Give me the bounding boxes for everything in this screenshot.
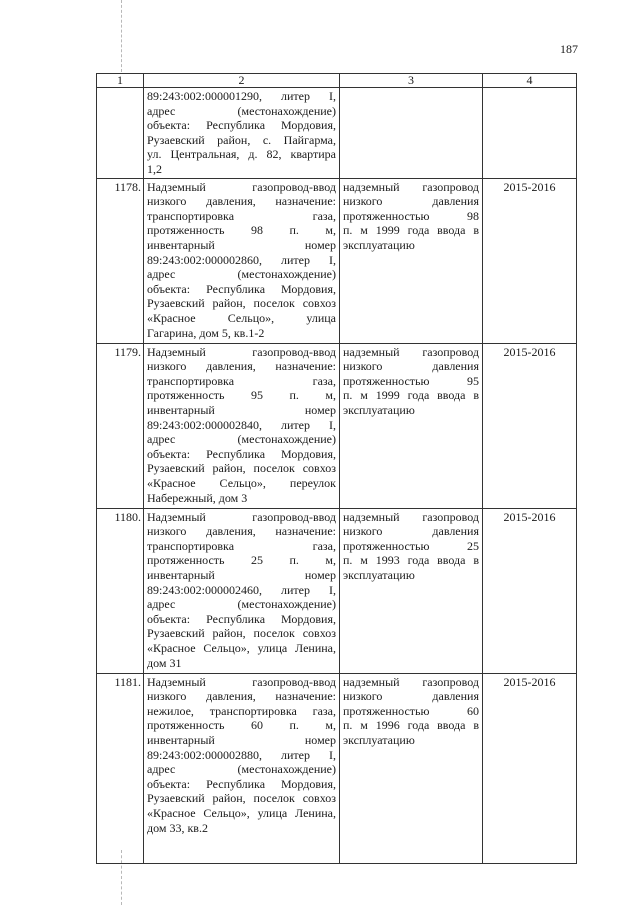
object-description <box>144 508 340 673</box>
transfer-period: 2015-2016 <box>483 508 577 673</box>
object-description-line: низкого давления, назначение: <box>147 524 336 539</box>
object-description-line: инвентарный номер <box>147 567 336 582</box>
object-description-line: 89:243:002:000002880, литер I, <box>147 747 336 762</box>
object-description-line: «Красное Сельцо», улица <box>147 310 336 325</box>
object-description-line: инвентарный номер <box>147 237 336 252</box>
object-characteristics-line: п. м 1996 года ввода в <box>343 718 479 733</box>
table-row <box>97 508 577 673</box>
property-table <box>96 73 577 864</box>
transfer-period: 2015-2016 <box>483 343 577 508</box>
object-description-line: нежилое, транспортировка газа, <box>147 703 336 718</box>
column-header: 2 <box>144 74 340 88</box>
object-characteristics-line: эксплуатацию <box>343 402 415 417</box>
transfer-period <box>483 88 577 179</box>
table-header-row <box>97 74 577 88</box>
object-description-line: транспортировка газа, <box>147 373 336 388</box>
object-description-line: Рузаевский район, с. Пайгарма, <box>147 132 336 147</box>
object-description-line: низкого давления, назначение: <box>147 359 336 374</box>
table-body <box>97 88 577 864</box>
object-description-line: протяженность 60 п. м, <box>147 718 336 733</box>
object-description-line: адрес (местонахождение) <box>147 432 336 447</box>
object-description-line: адрес (местонахождение) <box>147 597 336 612</box>
object-description-line: объекта: Республика Мордовия, <box>147 281 336 296</box>
object-description-line: транспортировка газа, <box>147 538 336 553</box>
object-characteristics-line: эксплуатацию <box>343 567 415 582</box>
object-characteristics-line: п. м 1999 года ввода в <box>343 388 479 403</box>
object-description-line: протяженность 98 п. м, <box>147 223 336 238</box>
object-description-line: Рузаевский район, поселок совхоз <box>147 791 336 806</box>
object-description <box>144 673 340 863</box>
object-description-line: объекта: Республика Мордовия, <box>147 446 336 461</box>
object-description-line: 89:243:002:000002460, литер I, <box>147 582 336 597</box>
object-description-line: ул. Центральная, д. 82, квартира <box>147 147 336 162</box>
object-description-line: дом 33, кв.2 <box>147 820 208 835</box>
object-description <box>144 343 340 508</box>
binding-margin-line-top <box>121 0 122 72</box>
object-description-line: инвентарный номер <box>147 402 336 417</box>
object-description-line: объекта: Республика Мордовия, <box>147 118 336 133</box>
object-description-line: Рузаевский район, поселок совхоз <box>147 296 336 311</box>
table-row <box>97 178 577 343</box>
object-description-line: Надземный газопровод-ввод <box>147 179 336 194</box>
column-header: 3 <box>340 74 483 88</box>
row-number: 1179. <box>97 343 144 508</box>
object-description-line: Рузаевский район, поселок совхоз <box>147 626 336 641</box>
object-characteristics <box>340 178 483 343</box>
object-characteristics-line: протяженностью 25 <box>343 538 479 553</box>
column-header: 4 <box>483 74 577 88</box>
object-characteristics <box>340 508 483 673</box>
table-row <box>97 673 577 863</box>
object-description-line: низкого давления, назначение: <box>147 689 336 704</box>
table-row <box>97 88 577 179</box>
object-characteristics-line: надземный газопровод <box>343 674 479 689</box>
object-description-line: Набережный, дом 3 <box>147 490 248 505</box>
object-characteristics <box>340 343 483 508</box>
object-description-line: объекта: Республика Мордовия, <box>147 611 336 626</box>
object-description-line: Рузаевский район, поселок совхоз <box>147 461 336 476</box>
object-description-line: Надземный газопровод-ввод <box>147 674 336 689</box>
object-characteristics-line: протяженностью 60 <box>343 703 479 718</box>
object-characteristics <box>340 88 483 179</box>
object-description-line: низкого давления, назначение: <box>147 194 336 209</box>
object-description-line: 89:243:002:000002840, литер I, <box>147 417 336 432</box>
object-description <box>144 88 340 179</box>
object-characteristics-line: п. м 1993 года ввода в <box>343 553 479 568</box>
object-description-line: инвентарный номер <box>147 732 336 747</box>
table-row <box>97 343 577 508</box>
row-number <box>97 88 144 179</box>
object-description-line: 89:243:002:000002860, литер I, <box>147 252 336 267</box>
object-description-line: Надземный газопровод-ввод <box>147 344 336 359</box>
object-characteristics-line: низкого давления <box>343 524 479 539</box>
object-characteristics-line: протяженностью 95 <box>343 373 479 388</box>
object-characteristics-line: надземный газопровод <box>343 344 479 359</box>
object-description-line: адрес (местонахождение) <box>147 267 336 282</box>
object-description-line: дом 31 <box>147 655 182 670</box>
object-description-line: Надземный газопровод-ввод <box>147 509 336 524</box>
transfer-period: 2015-2016 <box>483 673 577 863</box>
object-description-line: протяженность 95 п. м, <box>147 388 336 403</box>
transfer-period: 2015-2016 <box>483 178 577 343</box>
object-description-line: адрес (местонахождение) <box>147 762 336 777</box>
object-characteristics-line: надземный газопровод <box>343 179 479 194</box>
object-characteristics-line: низкого давления <box>343 689 479 704</box>
object-characteristics-line: эксплуатацию <box>343 732 415 747</box>
object-description-line: 89:243:002:000001290, литер I, <box>147 89 336 103</box>
row-number: 1178. <box>97 178 144 343</box>
object-description-line: «Красное Сельцо», улица Ленина, <box>147 805 336 820</box>
object-description-line: протяженность 25 п. м, <box>147 553 336 568</box>
object-description-line: транспортировка газа, <box>147 208 336 223</box>
object-description-line: объекта: Республика Мордовия, <box>147 776 336 791</box>
object-description-line: 1,2 <box>147 161 162 176</box>
object-description <box>144 178 340 343</box>
object-description-line: «Красное Сельцо», улица Ленина, <box>147 640 336 655</box>
object-characteristics-line: низкого давления <box>343 194 479 209</box>
object-description-line: «Красное Сельцо», переулок <box>147 475 336 490</box>
row-number: 1180. <box>97 508 144 673</box>
object-characteristics-line: п. м 1999 года ввода в <box>343 223 479 238</box>
object-characteristics-line: эксплуатацию <box>343 237 415 252</box>
object-description-line: адрес (местонахождение) <box>147 103 336 118</box>
object-characteristics-line: протяженностью 98 <box>343 208 479 223</box>
page-number: 187 <box>560 42 578 56</box>
row-number: 1181. <box>97 673 144 863</box>
column-header: 1 <box>97 74 144 88</box>
object-characteristics <box>340 673 483 863</box>
object-characteristics-line: надземный газопровод <box>343 509 479 524</box>
object-description-line: Гагарина, дом 5, кв.1-2 <box>147 325 265 340</box>
object-characteristics-line: низкого давления <box>343 359 479 374</box>
